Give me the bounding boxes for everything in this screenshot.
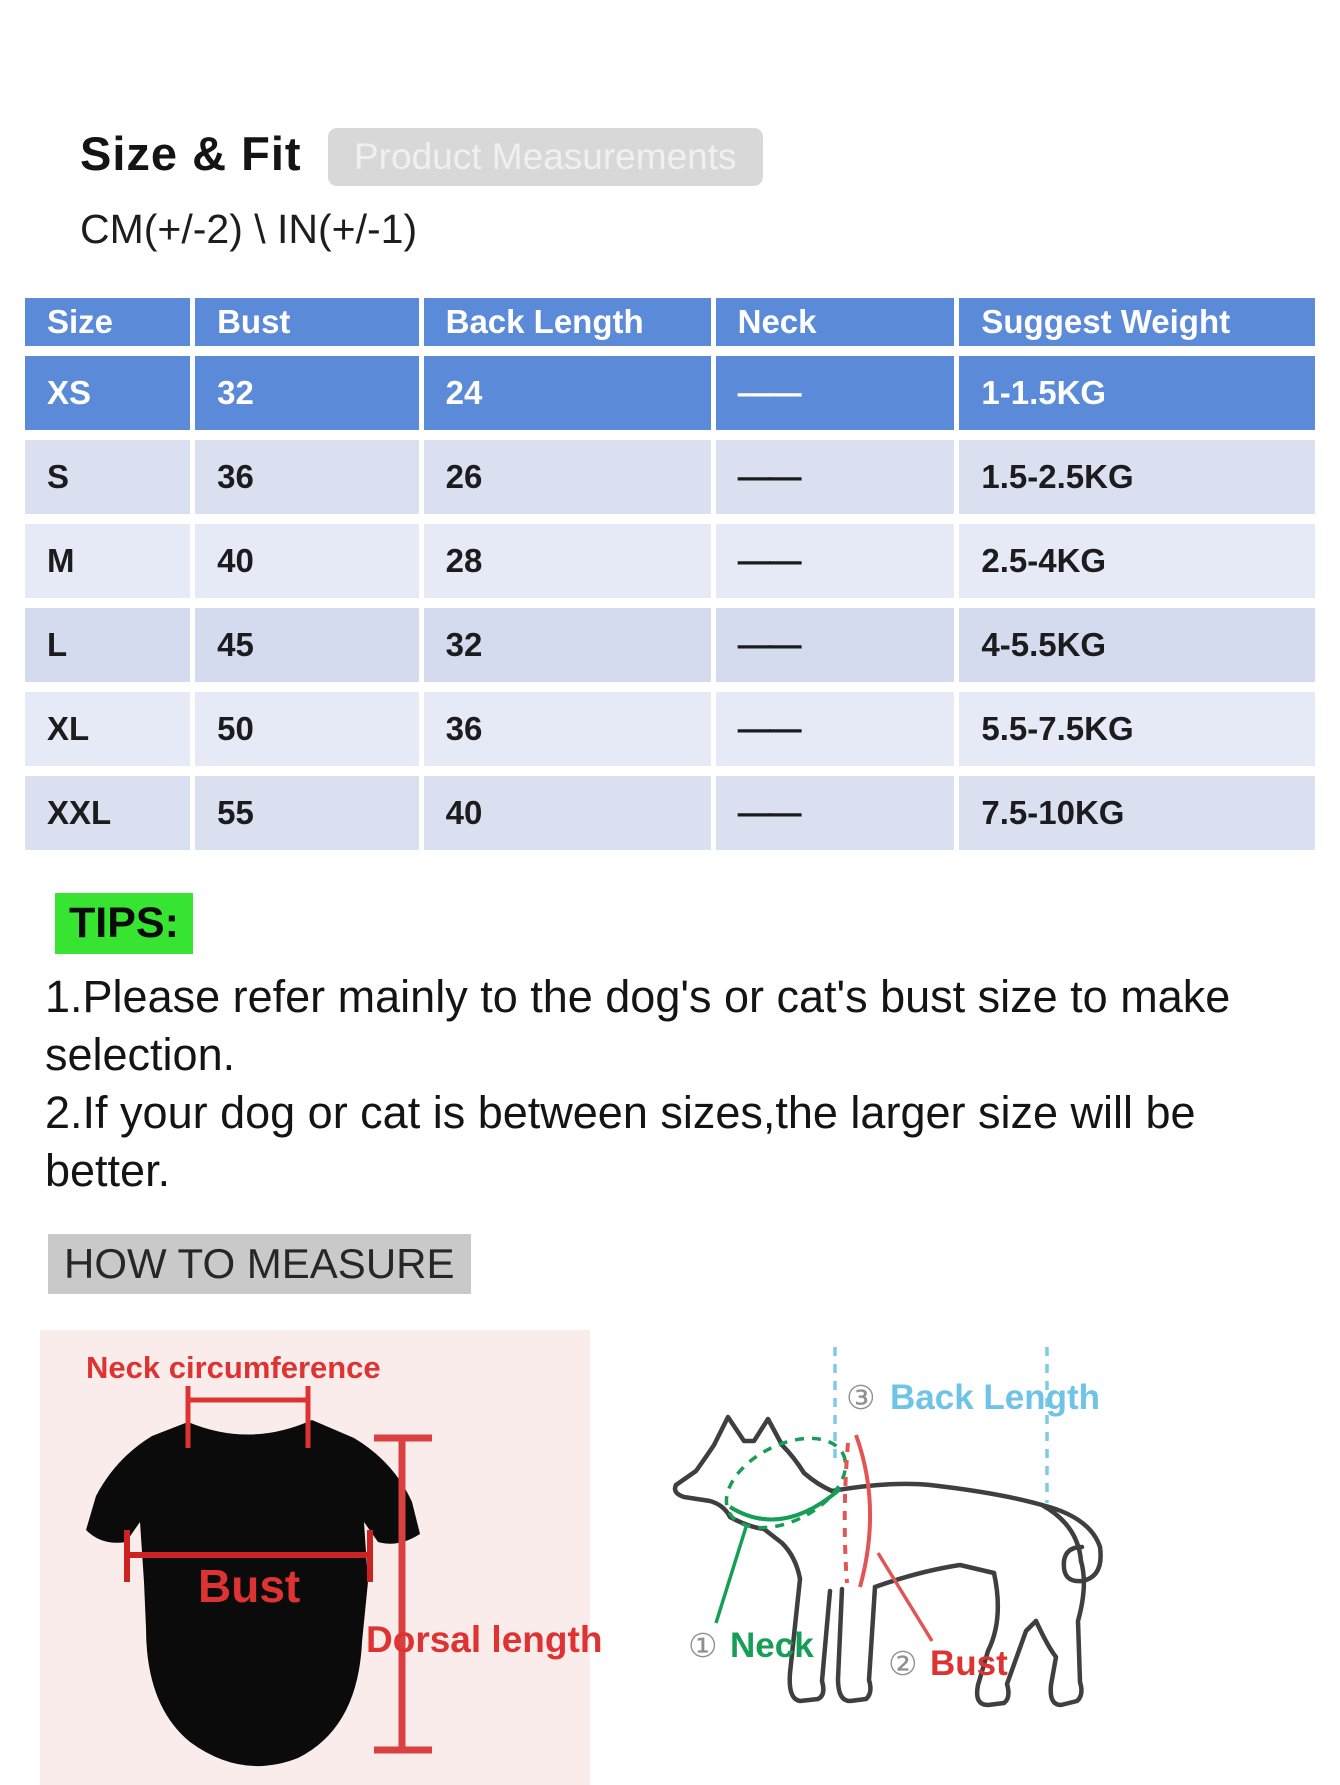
cell-size: S xyxy=(25,440,190,514)
tip-item-2: 2.If your dog or cat is between sizes,the larger size will be better. xyxy=(45,1087,1196,1196)
neck-number-icon: ① xyxy=(688,1627,718,1664)
neck-circumference-label: Neck circumference xyxy=(86,1350,381,1385)
back-length-number-icon: ③ xyxy=(846,1379,876,1416)
cell-suggest-weight: 4-5.5KG xyxy=(959,608,1315,682)
cell-neck-dash: —— xyxy=(716,356,955,430)
cell-bust: 32 xyxy=(195,356,419,430)
dog-measurement-diagram xyxy=(590,1195,1330,1785)
shirt-measurement-diagram xyxy=(40,1330,603,1785)
cell-size: L xyxy=(25,608,190,682)
dog-diagram-svg xyxy=(590,1195,1330,1785)
table-row-xl xyxy=(25,692,1315,766)
table-row-l xyxy=(25,608,1315,682)
bust-girth-marks xyxy=(845,1435,932,1641)
tips-list xyxy=(45,968,1290,1200)
table-row-xs xyxy=(25,356,1315,430)
cell-neck-dash: —— xyxy=(716,440,955,514)
cell-neck-dash: —— xyxy=(716,524,955,598)
tips-label: TIPS: xyxy=(55,893,193,954)
size-table-header-row xyxy=(25,298,1315,346)
table-row-m xyxy=(25,524,1315,598)
product-measurements-badge[interactable]: Product Measurements xyxy=(328,128,763,186)
cell-size: XL xyxy=(25,692,190,766)
cell-neck-dash: —— xyxy=(716,608,955,682)
shirt-diagram-svg xyxy=(40,1330,603,1785)
col-header-size: Size xyxy=(25,298,190,346)
cell-bust: 50 xyxy=(195,692,419,766)
col-header-back-length: Back Length xyxy=(424,298,711,346)
cell-back-length: 28 xyxy=(424,524,711,598)
cell-suggest-weight: 1-1.5KG xyxy=(959,356,1315,430)
cell-back-length: 36 xyxy=(424,692,711,766)
cell-neck-dash: —— xyxy=(716,776,955,850)
cell-size: XXL xyxy=(25,776,190,850)
size-table xyxy=(20,288,1320,860)
cell-bust: 36 xyxy=(195,440,419,514)
bust-number-icon: ② xyxy=(888,1645,918,1682)
cell-suggest-weight: 5.5-7.5KG xyxy=(959,692,1315,766)
cell-back-length: 24 xyxy=(424,356,711,430)
page-title: Size & Fit xyxy=(80,127,302,180)
col-header-neck: Neck xyxy=(716,298,955,346)
cell-neck-dash: —— xyxy=(716,692,955,766)
how-to-measure-heading: HOW TO MEASURE xyxy=(48,1234,471,1294)
dog-bust-label: Bust xyxy=(930,1644,1008,1683)
cell-suggest-weight: 1.5-2.5KG xyxy=(959,440,1315,514)
table-row-xxl xyxy=(25,776,1315,850)
cell-size: XS xyxy=(25,356,190,430)
cell-size: M xyxy=(25,524,190,598)
dog-neck-label: Neck xyxy=(730,1626,814,1665)
shirt-bust-label: Bust xyxy=(198,1560,301,1612)
cell-bust: 40 xyxy=(195,524,419,598)
dog-back-length-label: Back Length xyxy=(890,1378,1101,1417)
table-row-s xyxy=(25,440,1315,514)
cell-suggest-weight: 2.5-4KG xyxy=(959,524,1315,598)
col-header-bust: Bust xyxy=(195,298,419,346)
cell-bust: 55 xyxy=(195,776,419,850)
cell-back-length: 32 xyxy=(424,608,711,682)
col-header-suggest-weight: Suggest Weight xyxy=(959,298,1315,346)
cell-suggest-weight: 7.5-10KG xyxy=(959,776,1315,850)
tip-item-1: 1.Please refer mainly to the dog's or cat's bust size to make selection. xyxy=(45,971,1231,1080)
cell-back-length: 26 xyxy=(424,440,711,514)
dorsal-length-label: Dorsal length xyxy=(366,1619,603,1660)
cell-bust: 45 xyxy=(195,608,419,682)
unit-note: CM(+/-2) \ IN(+/-1) xyxy=(80,206,418,252)
cell-back-length: 40 xyxy=(424,776,711,850)
